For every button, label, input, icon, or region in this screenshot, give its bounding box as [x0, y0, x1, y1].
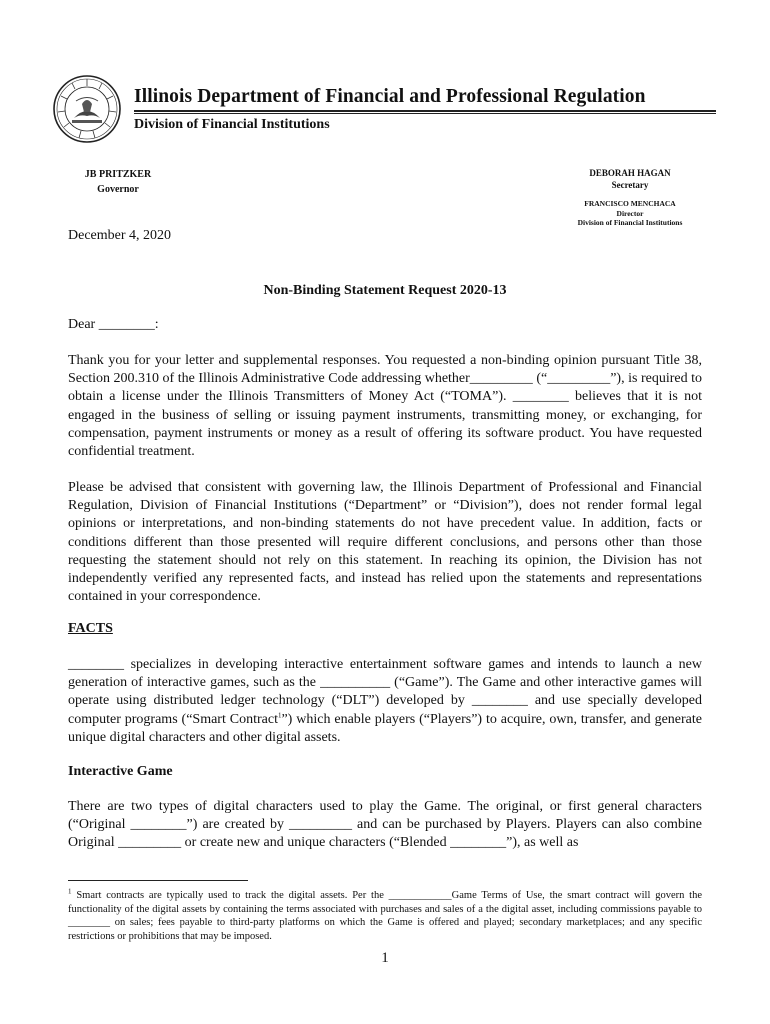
facts-text-a: ________ specializes in developing interactive entertainment software games and intends to launch a new generation of interactive games, such as the __________ (“Game”). The Game and other interactive games will operate using distributed ledger technology (“DLT”) developed by ________ and use specially developed computer programs (“Smart Contract [68, 657, 702, 727]
division-title: Division of Financial Institutions [134, 117, 330, 132]
footnote-rule [68, 880, 248, 881]
footnote-ref: 1 [277, 710, 282, 719]
governor-title: Governor [97, 184, 139, 195]
paragraph-disclaimer: Please be advised that consistent with governing law, the Illinois Department of Professional and Financial Regulation, Division of Financial Institutions (“Department” or “Division”), does not render formal legal opinions or interpretations, and non-binding statements do not have precedent value. In addition, facts or conditions different than those presented will require different conclusions, and persons other than those requesting the statement should not rely on this statement. In reaching its opinion, the Division has not independently verified any represented facts, and instead has relied upon the statements and representations contained in your correspondence. [68, 480, 702, 605]
secretary-name: DEBORAH HAGAN [589, 168, 671, 178]
letter-date: December 4, 2020 [68, 228, 172, 243]
footnote [68, 889, 702, 943]
paragraph-intro: Thank you for your letter and supplemental responses. You requested a non-binding opinion pursuant Title 38, Section 200.310 of the Illinois Administrative Code addressing whether_________ (“_________”), is required to obtain a license under the Illinois Transmitters of Money Act (“TOMA”). ________ believes that it is not engaged in the business of selling or issuing payment instruments, transmitting money, or exchanging, for compensation, payment instruments or money as a result of offering its software product. You have requested confidential treatment. [68, 353, 702, 460]
secretary-block [550, 167, 710, 191]
governor-name: JB PRITZKER [84, 169, 152, 180]
page-number: 1 [381, 950, 389, 966]
illinois-state-seal-icon [52, 74, 122, 144]
salutation: Dear ________: [68, 317, 159, 332]
director-name: FRANCISCO MENCHACA [584, 199, 676, 208]
agency-title: Illinois Department of Financial and Professional Regulation [134, 86, 646, 107]
interactive-game-heading: Interactive Game [68, 764, 173, 779]
facts-heading: FACTS [68, 621, 113, 636]
footnote-text: Smart contracts are typically used to track the digital assets. Per the ____________Game Terms of Use, the smart contract will govern the functionality of the digital assets by containing the terms associated with purchases and sales of a the digital asset, including commissions payable to ________ on sales; fees payable to third-party platforms on which the Game is offered and played; secondary marketplaces; and any specific restrictions or prohibitions that may be imposed. [68, 890, 702, 942]
director-division: Division of Financial Institutions [577, 218, 683, 227]
director-title: Director [616, 208, 644, 218]
header-rule-thin [134, 113, 716, 114]
header-rule [134, 110, 716, 112]
footnote-number: 1 [68, 887, 72, 896]
paragraph-interactive-game: There are two types of digital characters used to play the Game. The original, or first general characters (“Original ________”) are created by _________ and can be purchased by Players. Players can also combine Original _________ or create new and unique characters (“Blended ________”), as well as [68, 799, 702, 851]
paragraph-facts [68, 656, 702, 747]
director-block [550, 199, 710, 228]
secretary-title: Secretary [611, 180, 649, 190]
facts-text-b: ”) which enable players (“Players”) to acquire, own, transfer, and generate unique digital characters and other digital assets. [68, 711, 702, 745]
letter-subject: Non-Binding Statement Request 2020-13 [263, 283, 507, 298]
